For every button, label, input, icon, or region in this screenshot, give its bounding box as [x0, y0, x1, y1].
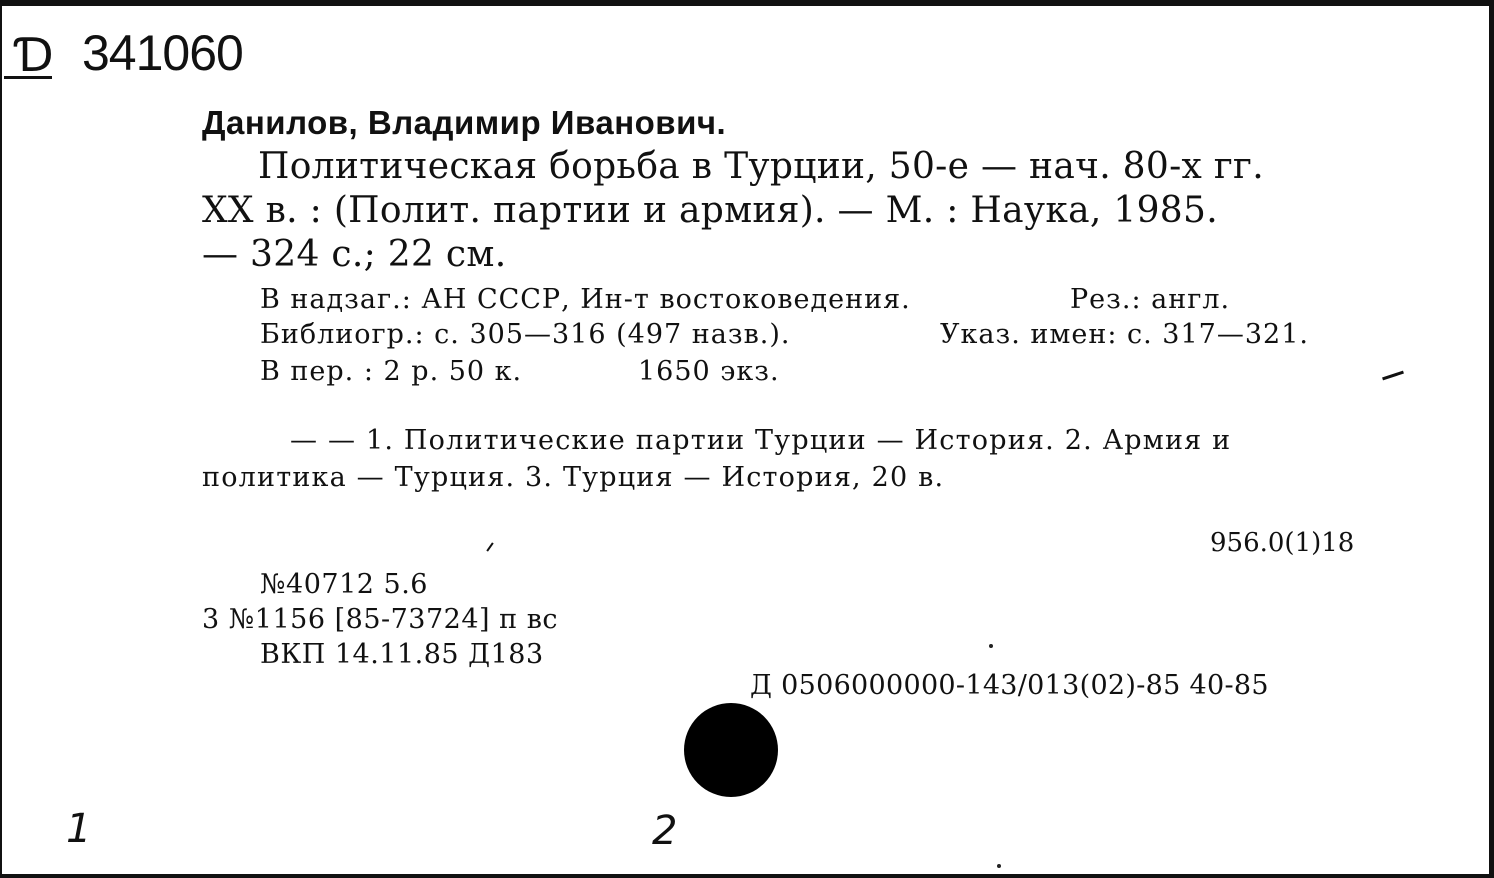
- pen-mark: [1382, 371, 1404, 381]
- note-line-2b: Указ. имен: с. 317—321.: [940, 319, 1309, 350]
- punch-hole: [684, 703, 778, 797]
- note-line-3b: 1650 экз.: [638, 356, 780, 387]
- handwritten-number-1: 1: [66, 806, 92, 852]
- handwritten-number-2: 2: [652, 808, 678, 854]
- speck: [989, 644, 993, 648]
- subject-line-2: политика — Турция. 3. Турция — История, 20 в.: [202, 462, 945, 493]
- note-line-2a: Библиогр.: с. 305—316 (497 назв.).: [260, 319, 791, 350]
- title-line-1: Политическая борьба в Турции, 50-е — нач. 80-х гг.: [258, 146, 1264, 187]
- imprint-code: Д 0506000000-143/013(02)-85 40-85: [750, 670, 1269, 701]
- order-number: 3 №1156 [85-73724] п вс: [202, 604, 559, 635]
- note-line-1b: Рез.: англ.: [1070, 284, 1231, 315]
- accession-mark: Ɗ: [16, 28, 54, 82]
- pen-tick: [486, 542, 493, 551]
- subject-line-1: — — 1. Политические партии Турции — История. 2. Армия и: [290, 425, 1232, 456]
- title-line-2: XX в. : (Полит. партии и армия). — М. : Наука, 1985.: [202, 190, 1218, 231]
- vkp-line: ВКП 14.11.85 Д183: [260, 639, 544, 670]
- classification-code: 956.0(1)18: [1210, 528, 1355, 558]
- speck: [997, 864, 1001, 868]
- author-heading: Данилов, Владимир Иванович.: [202, 104, 727, 141]
- title-line-3: — 324 с.; 22 см.: [202, 234, 507, 275]
- note-line-3a: В пер. : 2 р. 50 к.: [260, 356, 523, 387]
- note-line-1a: В надзаг.: АН СССР, Ин-т востоковедения.: [260, 284, 911, 315]
- record-number: №40712 5.6: [260, 569, 428, 600]
- accession-number: 341060: [82, 25, 243, 81]
